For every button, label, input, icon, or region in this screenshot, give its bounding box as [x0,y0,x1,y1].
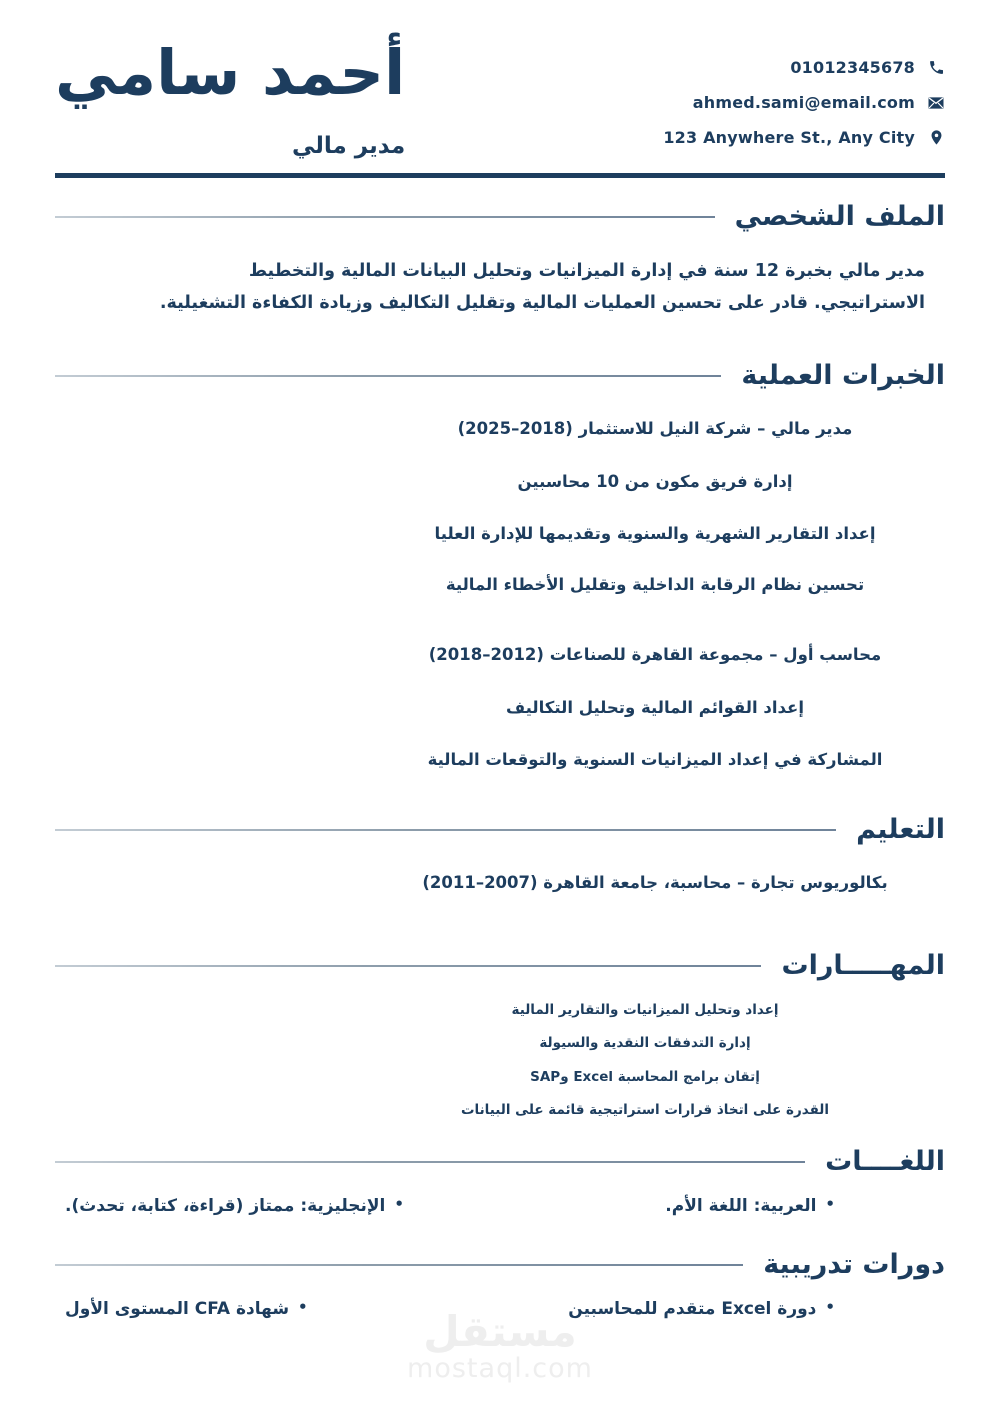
section-profile-rule [55,216,715,218]
skill-item: إتقان برامج المحاسبة Excel وSAP [530,1068,760,1085]
cv-header [0,0,1000,163]
section-languages-head [55,1145,945,1179]
section-languages [0,1145,1000,1219]
section-experience [0,359,1000,772]
section-experience-head [55,359,945,393]
section-education-rule [55,829,836,831]
bullet-icon: • [394,1194,404,1213]
experience-entries [55,417,945,772]
experience-duty: إعداد التقارير الشهرية والسنوية وتقديمها للإدارة العليا [434,523,876,543]
section-profile-head [55,200,945,234]
skills-entries [55,1001,945,1121]
experience-role: محاسب أول – مجموعة القاهرة للصناعات (2012–2018) [428,645,882,665]
language-item [665,1195,835,1219]
section-profile-body [55,256,945,320]
skill-item: إعداد وتحليل الميزانيات والتقارير المالية [511,1001,779,1018]
contact-email[interactable] [663,93,945,112]
course-item [65,1298,308,1322]
section-skills-rule [55,965,761,967]
education-entry: بكالوريوس تجارة – محاسبة، جامعة القاهرة (2007–2011) [422,873,888,893]
contact-address-text: 123 Anywhere St., Any City [663,128,915,147]
language-item-label: الإنجليزية: ممتاز (قراءة، كتابة، تحدث). [65,1195,386,1216]
experience-spacer [365,625,945,643]
education-entries [55,871,945,896]
experience-duty: إدارة فريق مكون من 10 محاسبين [517,471,793,491]
location-pin-icon [927,129,945,147]
section-experience-rule [55,375,721,377]
course-item-label: شهادة CFA المستوى الأول [65,1299,290,1320]
contact-phone-text: 01012345678 [790,58,915,77]
experience-duty: تحسين نظام الرقابة الداخلية وتقليل الأخطاء المالية [445,575,865,595]
section-skills [0,949,1000,1121]
contact-email-text: ahmed.sami@email.com [692,93,915,112]
section-skills-head [55,949,945,983]
contact-phone[interactable] [663,58,945,77]
section-courses-title: دورات تدريبية [763,1249,945,1281]
language-item-label: العربية: اللغة الأم. [665,1195,817,1216]
section-skills-title: المهـــــارات [781,949,945,981]
section-profile-title: الملف الشخصي [734,201,945,232]
watermark-url: mostaql.com [407,1353,593,1384]
experience-role: مدير مالي – شركة النيل للاستثمار (2018–2025) [457,419,853,439]
section-profile [0,200,1000,319]
section-courses [0,1248,1000,1322]
section-education-title: التعليم [856,814,945,846]
section-education [0,813,1000,896]
course-item-label: دورة Excel متقدم للمحاسبين [568,1299,817,1320]
full-name: أحمد سامي [55,36,406,109]
bullet-icon: • [298,1298,308,1317]
envelope-icon [927,94,945,112]
bullet-icon: • [825,1194,835,1213]
skill-item: القدرة على اتخاذ قرارات استراتيجية قائمة على البيانات [460,1102,830,1119]
identity-block [55,34,405,161]
contact-block [663,34,945,163]
experience-duty: المشاركة في إعداد الميزانيات السنوية والتوقعات المالية [427,749,883,769]
profile-summary-text: مدير مالي بخبرة 12 سنة في إدارة الميزانيات وتحليل البيانات المالية والتخطيط الاستراتيجي. قادر على تحسين العمليات المالية وتقليل التكاليف وزيادة الكفاءة التشغيلية. [159,260,925,313]
section-education-head [55,813,945,847]
skill-item: إدارة التدفقات النقدية والسيولة [539,1035,751,1052]
section-courses-head [55,1248,945,1282]
course-item [568,1298,835,1322]
section-courses-rule [55,1264,743,1266]
languages-entries [55,1195,945,1219]
section-languages-rule [55,1161,805,1163]
phone-icon [927,59,945,77]
language-item [65,1195,404,1219]
section-languages-title: اللغــــات [825,1145,945,1177]
job-title: مدير مالي [292,132,406,159]
courses-entries [55,1298,945,1322]
contact-address[interactable] [663,128,945,147]
watermark-mark: مستقل [423,1307,577,1356]
section-experience-title: الخبرات العملية [741,360,945,392]
bullet-icon: • [825,1298,835,1317]
experience-duty: إعداد القوائم المالية وتحليل التكاليف [506,697,804,717]
